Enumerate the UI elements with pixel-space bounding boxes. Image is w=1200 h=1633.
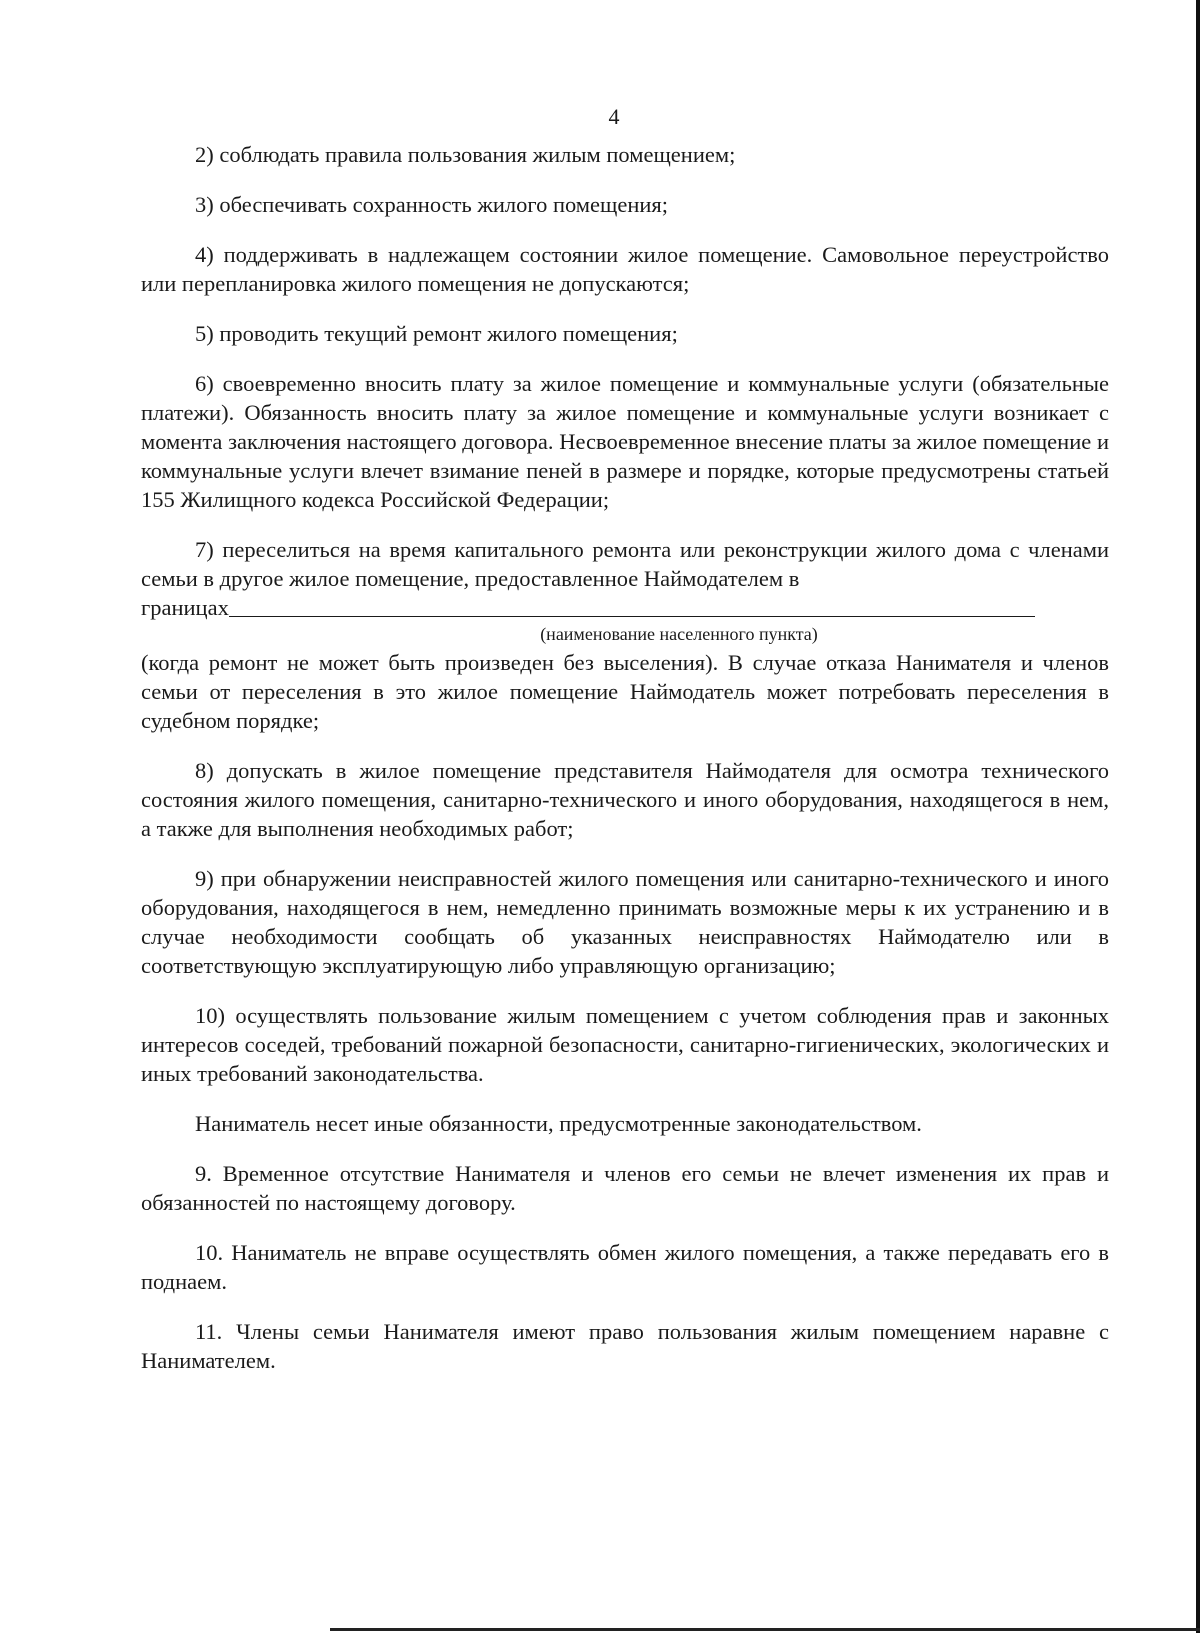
obligation-8: 8) допускать в жилое помещение представителя Наймодателя для осмотра технического состояния жилого помещения, санитарно-технического и иного оборудования, находящегося в нем, а также для выполнения необходимых работ;: [141, 758, 1109, 841]
settlement-caption: (наименование населенного пункта): [540, 624, 818, 644]
settlement-blank: [229, 616, 1035, 617]
obligation-2: 2) соблюдать правила пользования жилым помещением;: [195, 142, 736, 167]
page-number: 4: [608, 104, 620, 129]
scan-edge-bottom: [330, 1628, 1200, 1631]
obligation-3: 3) обеспечивать сохранность жилого помещения;: [195, 192, 669, 217]
obligation-10: 10) осуществлять пользование жилым помещением с учетом соблюдения прав и законных интересов соседей, требований пожарной безопасности, санитарно-гигиенических, экологических и иных требований законодательства.: [141, 1003, 1109, 1086]
scan-edge-right: [1196, 0, 1200, 1633]
obligation-7-start: 7) переселиться на время капитального ремонта или реконструкции жилого дома с членами семьи в другое жилое помещение, предоставленное Наймодателем в: [141, 537, 1109, 591]
obligation-9: 9) при обнаружении неисправностей жилого помещения или санитарно-технического и иного оборудования, находящегося в нем, немедленно принимать возможные меры к их устранению и в случае необходимости сообщать об указанных неисправностях Наймодателю или в соответствующую эксплуатирующую либо управляющую организацию;: [141, 866, 1109, 978]
obligation-4: 4) поддерживать в надлежащем состоянии жилое помещение. Самовольное переустройство или перепланировка жилого помещения не допускаются;: [141, 242, 1109, 296]
settlement-fill-line: [141, 593, 1109, 622]
other-obligations: Наниматель несет иные обязанности, предусмотренные законодательством.: [195, 1111, 922, 1136]
obligation-7-end: (когда ремонт не может быть произведен без выселения). В случае отказа Нанимателя и членов семьи от переселения в это жилое помещение Наймодатель может потребовать переселения в судебном порядке;: [141, 650, 1109, 733]
obligation-6: 6) своевременно вносить плату за жилое помещение и коммунальные услуги (обязательные платежи). Обязанность вносить плату за жилое помещение и коммунальные услуги возникает с момента заключения настоящего договора. Несвоевременное внесение платы за жилое помещение и коммунальные услуги влечет взимание пеней в размере и порядке, которые предусмотрены статьей 155 Жилищного кодекса Российской Федерации;: [141, 371, 1109, 512]
obligation-5: 5) проводить текущий ремонт жилого помещения;: [195, 321, 678, 346]
clause-11: 11. Члены семьи Нанимателя имеют право пользования жилым помещением наравне с Нанимателем.: [141, 1319, 1109, 1373]
fill-line-label: границах: [141, 595, 229, 620]
page-body: [141, 140, 1109, 1396]
clause-10: 10. Наниматель не вправе осуществлять обмен жилого помещения, а также передавать его в поднаем.: [141, 1240, 1109, 1294]
clause-9: 9. Временное отсутствие Нанимателя и членов его семьи не влечет изменения их прав и обязанностей по настоящему договору.: [141, 1161, 1109, 1215]
